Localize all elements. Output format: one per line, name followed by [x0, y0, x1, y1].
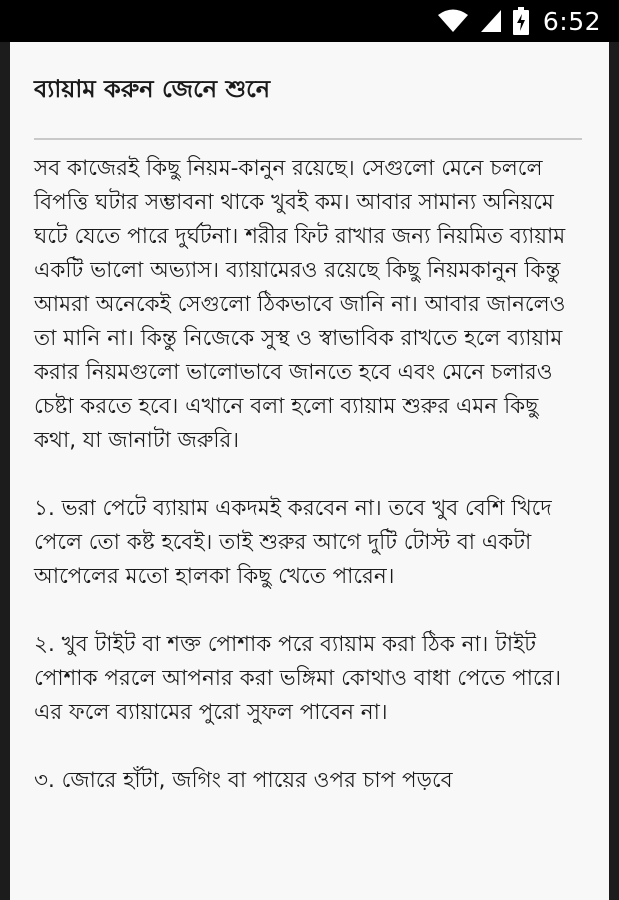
article-paragraph-2: ২. খুব টাইট বা শক্ত পোশাক পরে ব্যায়াম করা ঠিক না। টাইট পোশাক পরলে আপনার করা ভঙ্গিমা কোথাও বাধা পেতে পারে। এর ফলে ব্যায়ামের পুরো সুফল পাবেন না।	[34, 632, 562, 725]
article-paragraph-1: ১. ভরা পেটে ব্যায়াম একদমই করবেন না। তবে খুব বেশি খিদে পেলে তো কষ্ট হবেই। তাই শুরুর আগে দুটি টোস্ট বা একটা আপেলের মতো হালকা কিছু খেতে পারেন।	[34, 496, 552, 589]
title-divider	[34, 138, 582, 140]
cell-signal-icon	[479, 9, 503, 33]
battery-charging-icon	[513, 7, 529, 35]
status-time: 6:52	[542, 6, 601, 36]
article-paragraph-intro: সব কাজেরই কিছু নিয়ম-কানুন রয়েছে। সেগুলো মেনে চললে বিপত্তি ঘটার সম্ভাবনা থাকে খুবই কম। আবার সামান্য অনিয়মে ঘটে যেতে পারে দুর্ঘটনা। শরীর ফিট রাখার জন্য নিয়মিত ব্যায়াম একটি ভালো অভ্যাস। ব্যায়ামেরও রয়েছে কিছু নিয়মকানুন কিন্তু আমরা অনেকেই সেগুলো ঠিকভাবে জানি না। আবার জানলেও তা মানি না। কিন্তু নিজেকে সুস্থ ও স্বাভাবিক রাখতে হলে ব্যায়াম করার নিয়মগুলো ভালোভাবে জানতে হবে এবং মেনে চলারও চেষ্টা করতে হবে। এখানে বলা হলো ব্যায়াম শুরুর এমন কিছু কথা, যা জানাটা জরুরি।	[34, 156, 566, 453]
left-edge	[0, 42, 10, 900]
right-edge	[609, 42, 619, 900]
wifi-icon	[437, 9, 469, 33]
article-card[interactable]	[10, 42, 609, 900]
article-title: ব্যায়াম করুন জেনে শুনে	[34, 75, 271, 103]
status-bar	[0, 0, 619, 42]
article-body[interactable]	[34, 152, 586, 832]
article-paragraph-3: ৩. জোরে হাঁটা, জগিং বা পায়ের ওপর চাপ পড়বে	[34, 768, 453, 793]
status-icons	[437, 0, 601, 42]
